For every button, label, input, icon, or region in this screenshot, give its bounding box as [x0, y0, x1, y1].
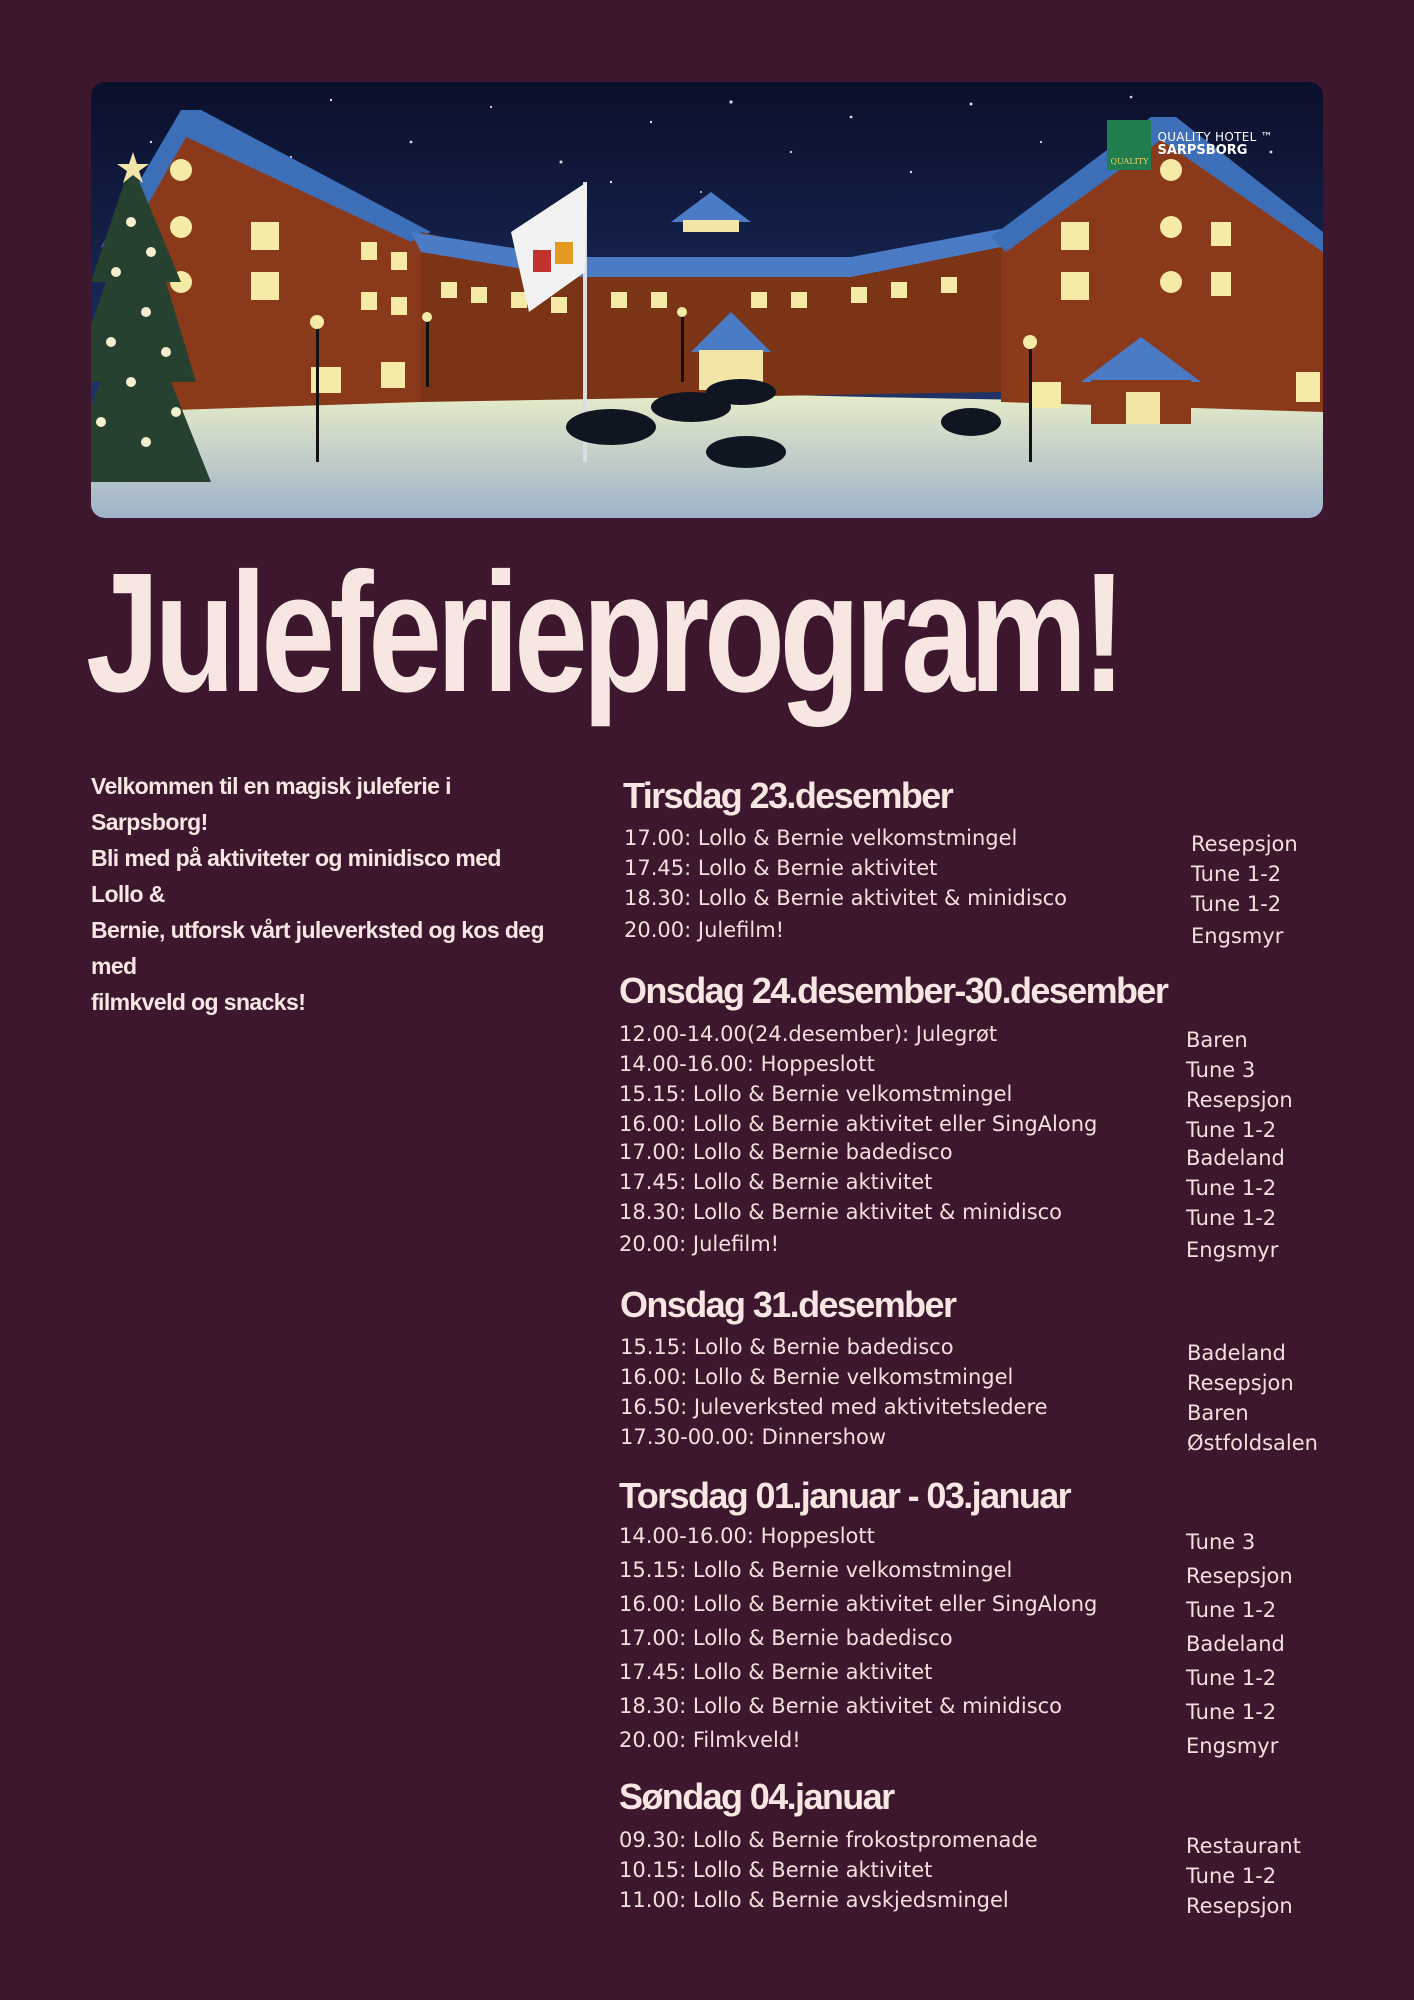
schedule-item	[619, 1080, 1319, 1112]
schedule-item	[619, 1050, 1319, 1082]
event-activity: 17.45: Lollo & Bernie aktivitet	[619, 1660, 933, 1684]
event-location: Tune 1-2	[1186, 1118, 1277, 1142]
event-location: Resepsjon	[1191, 832, 1298, 856]
event-activity: 12.00-14.00(24.desember): Julegrøt	[619, 1022, 998, 1046]
schedule-item	[619, 1168, 1319, 1200]
event-location: Badeland	[1186, 1146, 1285, 1170]
schedule-item	[620, 1423, 1320, 1455]
event-location: Badeland	[1187, 1341, 1286, 1365]
schedule-item	[620, 1363, 1320, 1395]
event-activity: 20.00: Julefilm!	[619, 1232, 780, 1256]
event-location: Resepsjon	[1187, 1371, 1294, 1395]
schedule-item	[619, 1020, 1319, 1052]
schedule-item	[619, 1826, 1319, 1858]
event-activity: 18.30: Lollo & Bernie aktivitet & minidisco	[619, 1200, 1063, 1224]
event-activity: 17.00: Lollo & Bernie velkomstmingel	[624, 826, 1018, 850]
event-activity: 09.30: Lollo & Bernie frokostpromenade	[619, 1828, 1038, 1852]
event-activity: 15.15: Lollo & Bernie velkomstmingel	[619, 1558, 1013, 1582]
schedule-item	[619, 1886, 1319, 1918]
event-activity: 18.30: Lollo & Bernie aktivitet & minidisco	[619, 1694, 1063, 1718]
schedule-item	[619, 1624, 1319, 1656]
event-location: Tune 1-2	[1186, 1700, 1277, 1724]
schedule-item	[619, 1692, 1319, 1724]
event-activity: 17.00: Lollo & Bernie badedisco	[619, 1626, 953, 1650]
schedule-item	[619, 1856, 1319, 1888]
event-location: Restaurant	[1186, 1834, 1301, 1858]
schedule-item	[624, 854, 1324, 886]
event-location: Badeland	[1186, 1632, 1285, 1656]
event-location: Baren	[1187, 1401, 1249, 1425]
event-activity: 14.00-16.00: Hoppeslott	[619, 1524, 875, 1548]
event-activity: 10.15: Lollo & Bernie aktivitet	[619, 1858, 933, 1882]
quality-logo-icon	[1107, 120, 1151, 170]
schedule-item	[619, 1556, 1319, 1588]
schedule-item	[619, 1230, 1319, 1262]
schedule-item	[624, 884, 1324, 916]
event-activity: 17.45: Lollo & Bernie aktivitet	[619, 1170, 933, 1194]
event-location: Resepsjon	[1186, 1894, 1293, 1918]
schedule-item	[620, 1393, 1320, 1425]
logo-location: SARPSBORG	[1157, 143, 1248, 159]
page-title: Juleferieprogram!	[86, 538, 1121, 728]
event-activity: 16.00: Lollo & Bernie aktivitet eller SingAlong	[619, 1112, 1098, 1136]
schedule-item	[624, 824, 1324, 856]
event-location: Engsmyr	[1186, 1734, 1279, 1758]
day-heading: Onsdag 24.desember-30.desember	[619, 970, 1168, 1011]
event-activity: 17.45: Lollo & Bernie aktivitet	[624, 856, 938, 880]
event-activity: 16.00: Lollo & Bernie aktivitet eller SingAlong	[619, 1592, 1098, 1616]
schedule-item	[620, 1333, 1320, 1365]
event-activity: 18.30: Lollo & Bernie aktivitet & minidisco	[624, 886, 1068, 910]
event-location: Tune 1-2	[1186, 1666, 1277, 1690]
schedule-item	[619, 1138, 1319, 1170]
intro-line: Bli med på aktiviteter og minidisco med Lollo &	[91, 845, 501, 907]
event-location: Østfoldsalen	[1187, 1431, 1318, 1455]
logo-mark-text: QUALITY	[1110, 157, 1149, 166]
hero-image	[91, 82, 1323, 518]
event-activity: 20.00: Filmkveld!	[619, 1728, 801, 1752]
schedule-item	[624, 916, 1324, 948]
intro-line: Velkommen til en magisk juleferie i Sarpsborg!	[91, 773, 451, 835]
event-activity: 15.15: Lollo & Bernie velkomstmingel	[619, 1082, 1013, 1106]
intro-text	[91, 768, 551, 1020]
schedule-item	[619, 1658, 1319, 1690]
day-heading: Onsdag 31.desember	[620, 1284, 956, 1325]
schedule-item	[619, 1590, 1319, 1622]
event-location: Tune 3	[1186, 1058, 1256, 1082]
event-location: Engsmyr	[1186, 1238, 1279, 1262]
event-activity: 17.30-00.00: Dinnershow	[620, 1425, 887, 1449]
event-location: Resepsjon	[1186, 1088, 1293, 1112]
schedule-item	[619, 1726, 1319, 1758]
event-location: Tune 1-2	[1191, 892, 1282, 916]
day-heading: Torsdag 01.januar - 03.januar	[619, 1475, 1071, 1516]
schedule-item	[619, 1522, 1319, 1554]
intro-line: filmkveld og snacks!	[91, 989, 306, 1015]
schedule-item	[619, 1110, 1319, 1142]
event-activity: 11.00: Lollo & Bernie avskjedsmingel	[619, 1888, 1009, 1912]
event-location: Tune 3	[1186, 1530, 1256, 1554]
logo-brand: QUALITY HOTEL ™	[1157, 129, 1273, 144]
logo-text	[1157, 131, 1273, 160]
schedule-item	[619, 1198, 1319, 1230]
event-location: Tune 1-2	[1186, 1598, 1277, 1622]
day-heading: Søndag 04.januar	[619, 1776, 894, 1817]
event-activity: 20.00: Julefilm!	[624, 918, 785, 942]
event-location: Tune 1-2	[1186, 1864, 1277, 1888]
event-activity: 15.15: Lollo & Bernie badedisco	[620, 1335, 954, 1359]
intro-line: Bernie, utforsk vårt juleverksted og kos deg med	[91, 917, 544, 979]
event-location: Baren	[1186, 1028, 1248, 1052]
day-heading: Tirsdag 23.desember	[623, 775, 953, 816]
event-location: Tune 1-2	[1191, 862, 1282, 886]
event-activity: 16.50: Juleverksted med aktivitetsledere	[620, 1395, 1048, 1419]
event-location: Tune 1-2	[1186, 1176, 1277, 1200]
event-activity: 14.00-16.00: Hoppeslott	[619, 1052, 875, 1076]
event-location: Tune 1-2	[1186, 1206, 1277, 1230]
event-location: Engsmyr	[1191, 924, 1284, 948]
event-activity: 16.00: Lollo & Bernie velkomstmingel	[620, 1365, 1014, 1389]
event-activity: 17.00: Lollo & Bernie badedisco	[619, 1140, 953, 1164]
hotel-logo	[1107, 120, 1273, 170]
event-location: Resepsjon	[1186, 1564, 1293, 1588]
